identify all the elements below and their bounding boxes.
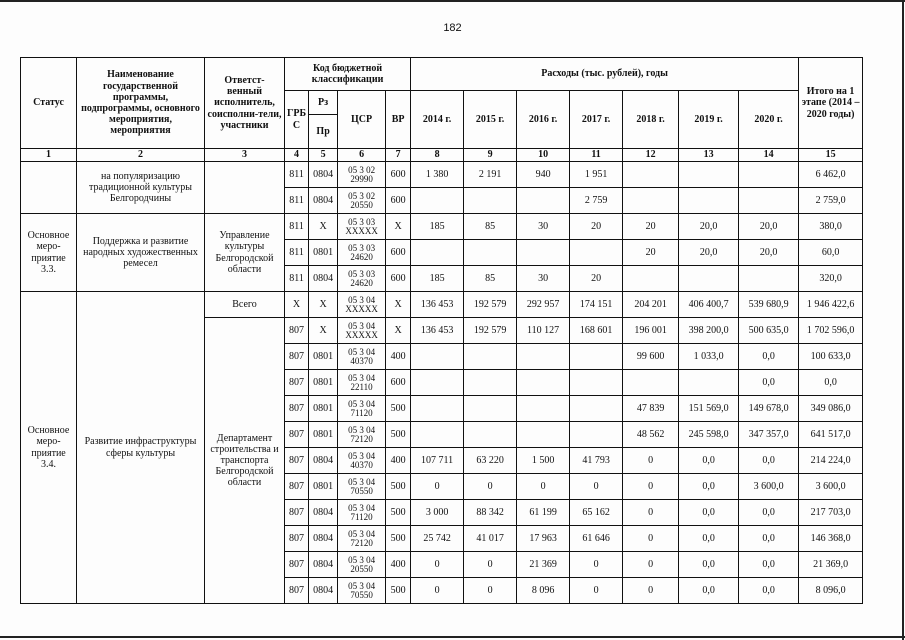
value-cell [411, 240, 464, 266]
col-number: 15 [799, 149, 863, 162]
value-cell [464, 422, 517, 448]
value-cell [739, 266, 799, 292]
header-rz: Рз [309, 91, 338, 115]
value-cell: 61 199 [517, 500, 570, 526]
total-cell: 641 517,0 [799, 422, 863, 448]
csr-cell: 05 3 04 71120 [338, 500, 386, 526]
header-year-2014: 2014 г. [411, 91, 464, 149]
value-cell [679, 370, 739, 396]
value-cell: 0 [623, 500, 679, 526]
col-number: 3 [205, 149, 285, 162]
value-cell: 85 [464, 266, 517, 292]
value-cell: 2 759 [570, 188, 623, 214]
vr-cell: 600 [386, 162, 411, 188]
status-cell: Основное меро-приятие 3.4. [21, 292, 77, 604]
activity-name: Развитие инфраструктуры сферы культуры [77, 292, 205, 604]
csr-cell: 05 3 03 24620 [338, 240, 386, 266]
value-cell: 174 151 [570, 292, 623, 318]
value-cell: 88 342 [464, 500, 517, 526]
vr-cell: X [386, 292, 411, 318]
col-number: 7 [386, 149, 411, 162]
value-cell [517, 370, 570, 396]
value-cell: 110 127 [517, 318, 570, 344]
value-cell: 1 380 [411, 162, 464, 188]
header-name: Наименование государственной программы, подпрограммы, основного мероприятия, мероприятия [77, 58, 205, 149]
value-cell: 25 742 [411, 526, 464, 552]
value-cell: 0 [464, 552, 517, 578]
header-year-2015: 2015 г. [464, 91, 517, 149]
value-cell: 30 [517, 266, 570, 292]
value-cell: 539 680,9 [739, 292, 799, 318]
csr-cell: 05 3 04 71120 [338, 396, 386, 422]
col-number: 6 [338, 149, 386, 162]
budget-table [20, 57, 863, 604]
value-cell: 0,0 [739, 526, 799, 552]
value-cell: 0 [623, 526, 679, 552]
value-cell: 0,0 [739, 370, 799, 396]
executor-cell: Управление культуры Белгородской области [205, 214, 285, 292]
value-cell [570, 240, 623, 266]
rzpr-cell: 0804 [309, 266, 338, 292]
value-cell: 168 601 [570, 318, 623, 344]
vr-cell: 500 [386, 422, 411, 448]
csr-cell: 05 3 03 24620 [338, 266, 386, 292]
grbs-cell: 807 [285, 370, 309, 396]
value-cell: 292 957 [517, 292, 570, 318]
status-cell-empty [21, 162, 77, 214]
header-expenses: Расходы (тыс. рублей), годы [411, 58, 799, 91]
value-cell [679, 188, 739, 214]
vr-cell: 500 [386, 526, 411, 552]
value-cell: 20,0 [679, 240, 739, 266]
value-cell [570, 344, 623, 370]
value-cell: 0 [411, 578, 464, 604]
rzpr-cell: X [309, 318, 338, 344]
csr-cell: 05 3 04 40370 [338, 448, 386, 474]
value-cell: 48 562 [623, 422, 679, 448]
value-cell: 61 646 [570, 526, 623, 552]
value-cell: 0 [570, 578, 623, 604]
vr-cell: X [386, 318, 411, 344]
value-cell: 20,0 [739, 240, 799, 266]
value-cell: 20 [623, 214, 679, 240]
col-number: 4 [285, 149, 309, 162]
value-cell: 8 096 [517, 578, 570, 604]
header-total: Итого на 1 этапе (2014 – 2020 годы) [799, 58, 863, 149]
value-cell: 99 600 [623, 344, 679, 370]
csr-cell: 05 3 04 72120 [338, 422, 386, 448]
csr-cell: 05 3 04 40370 [338, 344, 386, 370]
value-cell [411, 188, 464, 214]
header-year-2019: 2019 г. [679, 91, 739, 149]
value-cell: 0 [464, 578, 517, 604]
value-cell [679, 162, 739, 188]
value-cell: 0,0 [739, 552, 799, 578]
value-cell: 2 191 [464, 162, 517, 188]
csr-cell: 05 3 04 XXXXX [338, 318, 386, 344]
vr-cell: 600 [386, 266, 411, 292]
csr-cell: 05 3 04 72120 [338, 526, 386, 552]
vr-cell: 600 [386, 188, 411, 214]
col-number: 5 [309, 149, 338, 162]
value-cell: 0,0 [679, 552, 739, 578]
value-cell [464, 396, 517, 422]
total-cell: 6 462,0 [799, 162, 863, 188]
column-number-row [21, 149, 863, 162]
value-cell: 1 500 [517, 448, 570, 474]
value-cell: 3 000 [411, 500, 464, 526]
grbs-cell: X [285, 292, 309, 318]
rzpr-cell: 0801 [309, 370, 338, 396]
col-number: 8 [411, 149, 464, 162]
total-cell: 214 224,0 [799, 448, 863, 474]
value-cell: 85 [464, 214, 517, 240]
rzpr-cell: 0801 [309, 240, 338, 266]
grbs-cell: 807 [285, 552, 309, 578]
executor-cell: Департамент строительства и транспорта Белгородской области [205, 318, 285, 604]
frame-bottom-edge [0, 636, 905, 638]
rzpr-cell: 0801 [309, 396, 338, 422]
col-number: 11 [570, 149, 623, 162]
grbs-cell: 807 [285, 500, 309, 526]
value-cell [464, 344, 517, 370]
total-cell: 60,0 [799, 240, 863, 266]
activity-name: Поддержка и развитие народных художественных ремесел [77, 214, 205, 292]
rzpr-cell: 0801 [309, 474, 338, 500]
total-cell: 349 086,0 [799, 396, 863, 422]
vr-cell: 500 [386, 500, 411, 526]
value-cell: 0 [411, 552, 464, 578]
frame-right-edge [902, 0, 904, 640]
value-cell: 0,0 [679, 500, 739, 526]
vr-cell: 500 [386, 396, 411, 422]
value-cell: 940 [517, 162, 570, 188]
grbs-cell: 811 [285, 266, 309, 292]
csr-cell: 05 3 04 22110 [338, 370, 386, 396]
grbs-cell: 807 [285, 578, 309, 604]
rzpr-cell: 0801 [309, 422, 338, 448]
value-cell: 0,0 [679, 448, 739, 474]
total-cell: 2 759,0 [799, 188, 863, 214]
grbs-cell: 807 [285, 448, 309, 474]
header-csr: ЦСР [338, 91, 386, 149]
value-cell [517, 422, 570, 448]
value-cell: 192 579 [464, 318, 517, 344]
header-grbs: ГРБ С [285, 91, 309, 149]
value-cell: 20,0 [739, 214, 799, 240]
value-cell [739, 188, 799, 214]
grbs-cell: 811 [285, 188, 309, 214]
table-row [21, 214, 863, 240]
value-cell [464, 240, 517, 266]
grbs-cell: 807 [285, 526, 309, 552]
value-cell: 0 [623, 552, 679, 578]
vr-cell: 600 [386, 240, 411, 266]
header-year-2016: 2016 г. [517, 91, 570, 149]
header-budget-code: Код бюджетной классификации [285, 58, 411, 91]
value-cell: 185 [411, 266, 464, 292]
value-cell: 3 600,0 [739, 474, 799, 500]
value-cell [623, 370, 679, 396]
value-cell [679, 266, 739, 292]
value-cell: 196 001 [623, 318, 679, 344]
value-cell: 41 017 [464, 526, 517, 552]
value-cell: 192 579 [464, 292, 517, 318]
total-cell: 21 369,0 [799, 552, 863, 578]
value-cell: 406 400,7 [679, 292, 739, 318]
grbs-cell: 807 [285, 396, 309, 422]
total-cell: 3 600,0 [799, 474, 863, 500]
value-cell [464, 188, 517, 214]
total-cell: 100 633,0 [799, 344, 863, 370]
value-cell [517, 188, 570, 214]
value-cell [570, 370, 623, 396]
rzpr-cell: X [309, 214, 338, 240]
value-cell: 204 201 [623, 292, 679, 318]
value-cell [411, 422, 464, 448]
value-cell: 0,0 [739, 448, 799, 474]
rzpr-cell: 0804 [309, 526, 338, 552]
value-cell: 0,0 [679, 526, 739, 552]
value-cell: 65 162 [570, 500, 623, 526]
rzpr-cell: 0804 [309, 500, 338, 526]
value-cell: 0 [623, 578, 679, 604]
value-cell: 0 [623, 474, 679, 500]
value-cell: 136 453 [411, 292, 464, 318]
col-number: 1 [21, 149, 77, 162]
rzpr-cell: 0804 [309, 448, 338, 474]
header-executors: Ответст-венный исполнитель, соисполни-тели, участники [205, 58, 285, 149]
grbs-cell: 807 [285, 344, 309, 370]
vr-cell: 400 [386, 344, 411, 370]
header-year-2020: 2020 г. [739, 91, 799, 149]
value-cell [411, 344, 464, 370]
vr-cell: 600 [386, 370, 411, 396]
value-cell: 47 839 [623, 396, 679, 422]
value-cell [411, 396, 464, 422]
header-status: Статус [21, 58, 77, 149]
rzpr-cell: 0804 [309, 578, 338, 604]
value-cell: 398 200,0 [679, 318, 739, 344]
value-cell [739, 162, 799, 188]
rzpr-cell: 0804 [309, 188, 338, 214]
rzpr-cell: X [309, 292, 338, 318]
value-cell: 0 [570, 552, 623, 578]
value-cell [517, 396, 570, 422]
value-cell [570, 396, 623, 422]
table-row [21, 162, 863, 188]
csr-cell: 05 3 04 XXXXX [338, 292, 386, 318]
value-cell: 136 453 [411, 318, 464, 344]
total-cell: 8 096,0 [799, 578, 863, 604]
csr-cell: 05 3 04 70550 [338, 578, 386, 604]
activity-name: на популяризацию традиционной культуры Белгородчины [77, 162, 205, 214]
grbs-cell: 811 [285, 214, 309, 240]
value-cell: 20 [570, 266, 623, 292]
value-cell: 21 369 [517, 552, 570, 578]
value-cell: 0 [570, 474, 623, 500]
value-cell: 41 793 [570, 448, 623, 474]
value-cell: 20 [623, 240, 679, 266]
value-cell: 20 [570, 214, 623, 240]
grbs-cell: 807 [285, 318, 309, 344]
value-cell: 20,0 [679, 214, 739, 240]
value-cell [411, 370, 464, 396]
value-cell: 30 [517, 214, 570, 240]
value-cell: 0 [411, 474, 464, 500]
value-cell [517, 240, 570, 266]
grbs-cell: 807 [285, 474, 309, 500]
col-number: 12 [623, 149, 679, 162]
grbs-cell: 811 [285, 162, 309, 188]
grbs-cell: 811 [285, 240, 309, 266]
total-cell: 217 703,0 [799, 500, 863, 526]
value-cell: 0 [464, 474, 517, 500]
total-cell: 320,0 [799, 266, 863, 292]
col-number: 10 [517, 149, 570, 162]
vr-cell: 500 [386, 578, 411, 604]
grbs-cell: 807 [285, 422, 309, 448]
value-cell: 185 [411, 214, 464, 240]
col-number: 13 [679, 149, 739, 162]
csr-cell: 05 3 03 XXXXX [338, 214, 386, 240]
vr-cell: 500 [386, 474, 411, 500]
value-cell: 1 033,0 [679, 344, 739, 370]
value-cell [464, 370, 517, 396]
value-cell: 0,0 [679, 578, 739, 604]
vr-cell: 400 [386, 448, 411, 474]
executor-cell-empty [205, 162, 285, 214]
value-cell: 17 963 [517, 526, 570, 552]
value-cell: 0,0 [739, 578, 799, 604]
value-cell [623, 266, 679, 292]
value-cell: 63 220 [464, 448, 517, 474]
value-cell: 151 569,0 [679, 396, 739, 422]
col-number: 2 [77, 149, 205, 162]
value-cell: 0,0 [739, 500, 799, 526]
value-cell: 0 [517, 474, 570, 500]
col-number: 9 [464, 149, 517, 162]
header-year-2018: 2018 г. [623, 91, 679, 149]
total-cell: 380,0 [799, 214, 863, 240]
value-cell: 1 951 [570, 162, 623, 188]
csr-cell: 05 3 04 20550 [338, 552, 386, 578]
value-cell [570, 422, 623, 448]
frame-top-edge [0, 0, 905, 2]
total-cell: 146 368,0 [799, 526, 863, 552]
csr-cell: 05 3 02 29990 [338, 162, 386, 188]
vr-cell: 400 [386, 552, 411, 578]
value-cell [517, 344, 570, 370]
value-cell: 500 635,0 [739, 318, 799, 344]
total-label: Всего [205, 292, 285, 318]
value-cell: 347 357,0 [739, 422, 799, 448]
vr-cell: X [386, 214, 411, 240]
csr-cell: 05 3 02 20550 [338, 188, 386, 214]
header-vr: ВР [386, 91, 411, 149]
value-cell: 149 678,0 [739, 396, 799, 422]
value-cell: 0,0 [679, 474, 739, 500]
header-year-2017: 2017 г. [570, 91, 623, 149]
value-cell: 0 [623, 448, 679, 474]
total-cell: 1 702 596,0 [799, 318, 863, 344]
status-cell: Основное меро-приятие 3.3. [21, 214, 77, 292]
value-cell: 0,0 [739, 344, 799, 370]
csr-cell: 05 3 04 70550 [338, 474, 386, 500]
page-number: 182 [443, 22, 462, 34]
rzpr-cell: 0804 [309, 552, 338, 578]
value-cell: 245 598,0 [679, 422, 739, 448]
col-number: 14 [739, 149, 799, 162]
total-cell: 1 946 422,6 [799, 292, 863, 318]
value-cell: 107 711 [411, 448, 464, 474]
header-pr: Пр [309, 115, 338, 149]
value-cell [623, 188, 679, 214]
value-cell [623, 162, 679, 188]
rzpr-cell: 0804 [309, 162, 338, 188]
table-row-total [21, 292, 863, 318]
total-cell: 0,0 [799, 370, 863, 396]
rzpr-cell: 0801 [309, 344, 338, 370]
